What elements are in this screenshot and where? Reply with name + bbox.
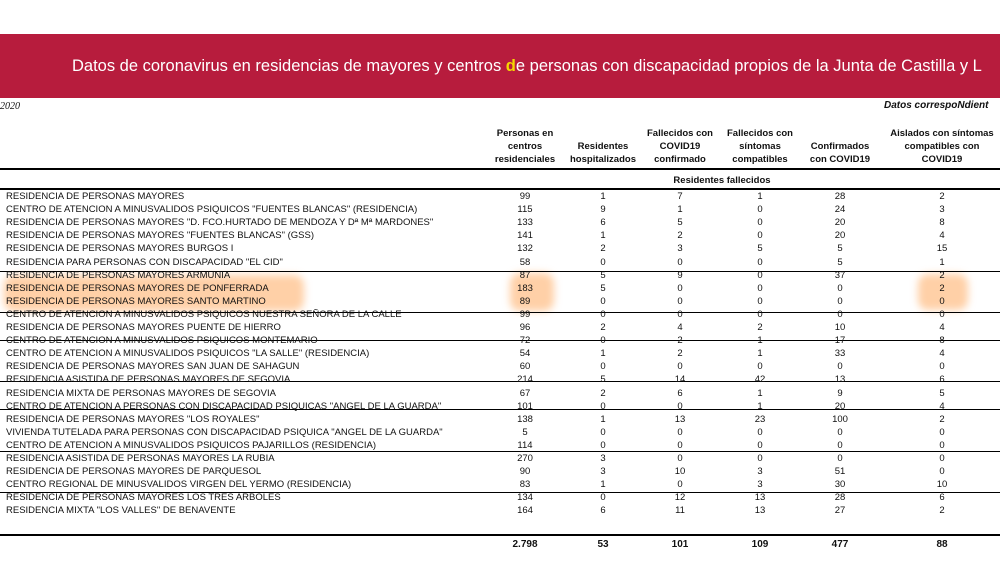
value-cell: 13: [754, 505, 766, 517]
value-cell: 6: [939, 374, 945, 386]
value-cell: 0: [757, 256, 763, 268]
residence-name: RESIDENCIA DE PERSONAS MAYORES ARMUNIA: [6, 269, 231, 281]
value-cell: 12: [674, 492, 686, 504]
value-cell: 2: [600, 387, 606, 399]
value-cell: 1: [600, 348, 606, 360]
value-cell: 214: [517, 374, 533, 386]
value-cell: 5: [837, 243, 843, 255]
value-cell: 24: [834, 204, 846, 216]
value-cell: 2: [677, 335, 683, 347]
value-cell: 20: [834, 230, 846, 242]
value-cell: 0: [600, 295, 606, 307]
table-row: [0, 465, 1000, 478]
table-row: [0, 373, 1000, 386]
value-cell: 0: [677, 295, 683, 307]
value-cell: 0: [600, 256, 606, 268]
residence-name: RESIDENCIA DE PERSONAS MAYORES SANTO MARTINO: [6, 295, 266, 307]
value-cell: 5: [757, 243, 763, 255]
table-row: [0, 242, 1000, 255]
table-row: [0, 334, 1000, 347]
value-cell: 37: [834, 269, 846, 281]
value-cell: 5: [677, 217, 683, 229]
value-cell: 0: [677, 453, 683, 464]
value-cell: 8: [939, 217, 945, 229]
value-cell: 134: [517, 492, 533, 504]
value-cell: 1: [600, 413, 606, 425]
header-fallecidos-sintomas: Fallecidos con síntomas compatibles: [727, 128, 793, 165]
value-cell: 0: [757, 308, 763, 320]
residence-name: RESIDENCIA DE PERSONAS MAYORES "D. FCO.HURTADO DE MENDOZA Y Dª Mª MARDONES": [6, 217, 434, 229]
value-cell: 10: [674, 466, 686, 478]
table-row: [0, 229, 1000, 242]
value-cell: 4: [939, 400, 945, 412]
value-cell: 13: [754, 492, 766, 504]
value-cell: 141: [517, 230, 533, 242]
value-cell: 0: [677, 308, 683, 320]
value-cell: 0: [677, 282, 683, 294]
value-cell: 0: [757, 282, 763, 294]
value-cell: 3: [677, 243, 683, 255]
residence-name: CENTRO DE ATENCION A MINUSVALIDOS PSIQUICOS NUESTRA SEÑORA DE LA CALLE: [6, 308, 402, 320]
banner-title-highlight: d: [505, 57, 516, 75]
banner-title: [72, 57, 982, 76]
value-cell: 30: [834, 479, 846, 491]
value-cell: 60: [519, 361, 531, 373]
value-cell: 183: [517, 282, 533, 294]
value-cell: 3: [757, 479, 763, 491]
table-row: [0, 400, 1000, 413]
value-cell: 0: [600, 335, 606, 347]
value-cell: 13: [834, 374, 846, 386]
residence-name: RESIDENCIA DE PERSONAS MAYORES "FUENTES BLANCAS" (GSS): [6, 230, 314, 242]
table-row: [0, 439, 1000, 452]
residence-name: RESIDENCIA ASISTIDA DE PERSONAS MAYORES LA RUBIA: [6, 453, 275, 464]
value-cell: 5: [837, 256, 843, 268]
date-fragment: 2020: [0, 101, 20, 112]
value-cell: 27: [834, 505, 846, 517]
value-cell: 0: [600, 400, 606, 412]
value-cell: 96: [519, 322, 531, 333]
value-cell: 114: [517, 439, 533, 451]
residence-name: RESIDENCIA DE PERSONAS MAYORES PUENTE DE HIERRO: [6, 322, 281, 333]
value-cell: 6: [600, 505, 606, 517]
value-cell: 28: [834, 492, 846, 504]
value-cell: 9: [677, 269, 683, 281]
table-row: [0, 452, 1000, 465]
value-cell: 0: [677, 479, 683, 491]
table-row: [0, 387, 1000, 400]
residence-name: RESIDENCIA DE PERSONAS MAYORES: [6, 191, 185, 202]
value-cell: 7: [677, 191, 683, 202]
value-cell: 6: [600, 217, 606, 229]
value-cell: 0: [600, 426, 606, 438]
table-row: [0, 413, 1000, 426]
header-fallecidos-confirmado: Fallecidos con COVID19 confirmado: [647, 128, 713, 165]
value-cell: 0: [837, 282, 843, 294]
value-cell: 1: [757, 348, 763, 360]
value-cell: 1: [600, 230, 606, 242]
value-cell: 0: [757, 361, 763, 373]
value-cell: 0: [757, 453, 763, 464]
value-cell: 132: [517, 243, 533, 255]
value-cell: 5: [600, 269, 606, 281]
value-cell: 5: [522, 426, 528, 438]
value-cell: 2: [939, 282, 945, 294]
value-cell: 0: [677, 439, 683, 451]
value-cell: 138: [517, 413, 533, 425]
table-row: [0, 360, 1000, 373]
value-cell: 83: [519, 479, 531, 491]
value-cell: 10: [834, 322, 846, 333]
table-row: [0, 282, 1000, 295]
value-cell: 51: [834, 466, 846, 478]
residence-name: RESIDENCIA DE PERSONAS MAYORES BURGOS I: [6, 243, 234, 255]
value-cell: 2: [600, 243, 606, 255]
header-aislados: Aislados con síntomas compatibles con COVID19: [890, 128, 994, 165]
table-row: [0, 216, 1000, 229]
total-aislados: 88: [936, 539, 948, 550]
value-cell: 164: [517, 505, 533, 517]
value-cell: 0: [837, 295, 843, 307]
value-cell: 0: [939, 466, 945, 478]
value-cell: 11: [675, 505, 685, 517]
residence-name: RESIDENCIA DE PERSONAS MAYORES "LOS ROYALES": [6, 413, 260, 425]
value-cell: 99: [519, 308, 531, 320]
value-cell: 4: [939, 230, 945, 242]
residence-name: CENTRO DE ATENCION A PERSONAS CON DISCAPACIDAD PSIQUICAS "ANGEL DE LA GUARDA": [6, 400, 442, 412]
value-cell: 0: [837, 308, 843, 320]
value-cell: 0: [600, 492, 606, 504]
value-cell: 1: [677, 204, 683, 216]
banner-title-part2: e personas con discapacidad propios de la Junta de Castilla y L: [515, 57, 982, 75]
residence-name: CENTRO DE ATENCION A MINUSVALIDOS PSIQUICOS PAJARILLOS (RESIDENCIA): [6, 439, 377, 451]
value-cell: 1: [757, 335, 763, 347]
value-cell: 90: [519, 466, 531, 478]
table-row: [0, 256, 1000, 269]
value-cell: 9: [837, 387, 843, 399]
value-cell: 115: [517, 204, 533, 216]
value-cell: 0: [757, 426, 763, 438]
value-cell: 4: [677, 322, 683, 333]
value-cell: 6: [677, 387, 683, 399]
table-row: [0, 203, 1000, 216]
value-cell: 100: [832, 413, 848, 425]
value-cell: 0: [600, 361, 606, 373]
value-cell: 0: [677, 426, 683, 438]
value-cell: 0: [837, 453, 843, 464]
value-cell: 270: [517, 453, 533, 464]
value-cell: 2: [757, 322, 763, 333]
value-cell: 3: [600, 453, 606, 464]
value-cell: 4: [939, 322, 945, 333]
value-cell: 5: [939, 387, 945, 399]
value-cell: 0: [837, 426, 843, 438]
value-cell: 2: [939, 413, 945, 425]
value-cell: 99: [519, 191, 531, 202]
value-cell: 33: [834, 348, 846, 360]
value-cell: 54: [519, 348, 531, 360]
value-cell: 20: [834, 217, 846, 229]
residence-name: CENTRO DE ATENCION A MINUSVALIDOS PSIQUICOS MONTEMARIO: [6, 335, 318, 347]
value-cell: 15: [936, 243, 948, 255]
residence-name: CENTRO DE ATENCION A MINUSVALIDOS PSIQUICOS "LA SALLE" (RESIDENCIA): [6, 348, 370, 360]
value-cell: 0: [939, 295, 945, 307]
value-cell: 23: [754, 413, 766, 425]
total-confirmados: 477: [831, 539, 849, 550]
banner-title-part1: Datos de coronavirus en residencias de mayores y centros: [72, 57, 506, 75]
residence-name: RESIDENCIA DE PERSONAS MAYORES LOS TRES ARBOLES: [6, 492, 281, 504]
header-confirmados: Confirmados con COVID19: [809, 141, 871, 165]
value-cell: 0: [677, 400, 683, 412]
residence-name: RESIDENCIA ASISTIDA DE PERSONAS MAYORES DE SEGOVIA: [6, 374, 291, 386]
value-cell: 17: [834, 335, 846, 347]
total-personas: 2.798: [512, 539, 538, 550]
table-row: [0, 426, 1000, 439]
value-cell: 2: [677, 348, 683, 360]
totals-rule: [0, 534, 1000, 536]
value-cell: 5: [600, 374, 606, 386]
value-cell: 6: [939, 492, 945, 504]
value-cell: 0: [757, 269, 763, 281]
value-cell: 8: [939, 335, 945, 347]
value-cell: 2: [939, 191, 945, 202]
table-row: [0, 321, 1000, 334]
header-hospitalizados: Residentes hospitalizados: [570, 141, 636, 165]
value-cell: 0: [837, 439, 843, 451]
value-cell: 2: [600, 322, 606, 333]
value-cell: 1: [757, 400, 763, 412]
total-fallecidos-confirmado: 101: [671, 539, 689, 550]
value-cell: 133: [517, 217, 533, 229]
value-cell: 0: [757, 230, 763, 242]
value-cell: 0: [939, 439, 945, 451]
value-cell: 1: [757, 387, 763, 399]
residence-name: RESIDENCIA DE PERSONAS MAYORES SAN JUAN DE SAHAGUN: [6, 361, 300, 373]
value-cell: 2: [677, 230, 683, 242]
value-cell: 0: [757, 217, 763, 229]
header-rule: [0, 168, 1000, 170]
residence-name: VIVIENDA TUTELADA PARA PERSONAS CON DISCAPACIDAD PSIQUICA "ANGEL DE LA GUARDA": [6, 426, 443, 438]
residence-name: RESIDENCIA DE PERSONAS MAYORES DE PARQUESOL: [6, 466, 262, 478]
value-cell: 1: [600, 191, 606, 202]
value-cell: 2: [939, 505, 945, 517]
value-cell: 0: [600, 439, 606, 451]
value-cell: 0: [939, 453, 945, 464]
value-cell: 0: [939, 361, 945, 373]
value-cell: 1: [600, 479, 606, 491]
table-row: [0, 504, 1000, 517]
value-cell: 89: [519, 295, 531, 307]
table-row: [0, 478, 1000, 491]
value-cell: 0: [939, 308, 945, 320]
value-cell: 14: [674, 374, 686, 386]
value-cell: 0: [600, 308, 606, 320]
value-cell: 3: [939, 204, 945, 216]
total-fallecidos-sintomas: 109: [751, 539, 769, 550]
residence-name: CENTRO DE ATENCION A MINUSVALIDOS PSIQUICOS "FUENTES BLANCAS" (RESIDENCIA): [6, 204, 418, 216]
table-row: [0, 347, 1000, 360]
value-cell: 0: [757, 439, 763, 451]
table-row: [0, 491, 1000, 504]
residence-name: RESIDENCIA PARA PERSONAS CON DISCAPACIDAD "EL CID": [6, 256, 283, 268]
residence-name: RESIDENCIA DE PERSONAS MAYORES DE PONFERRADA: [6, 282, 269, 294]
value-cell: 0: [757, 295, 763, 307]
data-source-note: Datos correspoNdient: [884, 100, 989, 111]
table-row: [0, 190, 1000, 203]
value-cell: 10: [936, 479, 948, 491]
value-cell: 13: [674, 413, 686, 425]
value-cell: 87: [519, 269, 531, 281]
value-cell: 42: [754, 374, 766, 386]
value-cell: 3: [600, 466, 606, 478]
value-cell: 9: [600, 204, 606, 216]
total-hospitalizados: 53: [597, 539, 609, 550]
residence-name: RESIDENCIA MIXTA DE PERSONAS MAYORES DE SEGOVIA: [6, 387, 276, 399]
value-cell: 0: [757, 204, 763, 216]
residence-name: RESIDENCIA MIXTA "LOS VALLES" DE BENAVENTE: [6, 505, 236, 517]
value-cell: 4: [939, 348, 945, 360]
value-cell: 101: [517, 400, 533, 412]
value-cell: 72: [519, 335, 531, 347]
value-cell: 2: [939, 269, 945, 281]
residence-name: CENTRO REGIONAL DE MINUSVALIDOS VIRGEN DEL YERMO (RESIDENCIA): [6, 479, 352, 491]
value-cell: 5: [600, 282, 606, 294]
value-cell: 1: [939, 256, 945, 268]
value-cell: 0: [837, 361, 843, 373]
title-banner: [0, 34, 1000, 98]
table-row: [0, 295, 1000, 308]
value-cell: 20: [834, 400, 846, 412]
value-cell: 0: [677, 361, 683, 373]
value-cell: 0: [939, 426, 945, 438]
subheader-residentes-fallecidos: Residentes fallecidos: [673, 175, 771, 186]
value-cell: 1: [757, 191, 763, 202]
table-row: [0, 308, 1000, 321]
value-cell: 28: [834, 191, 846, 202]
value-cell: 3: [757, 466, 763, 478]
value-cell: 67: [519, 387, 531, 399]
header-personas: Personas en centros residenciales: [494, 128, 556, 165]
value-cell: 0: [677, 256, 683, 268]
value-cell: 58: [519, 256, 531, 268]
table-row: [0, 269, 1000, 282]
